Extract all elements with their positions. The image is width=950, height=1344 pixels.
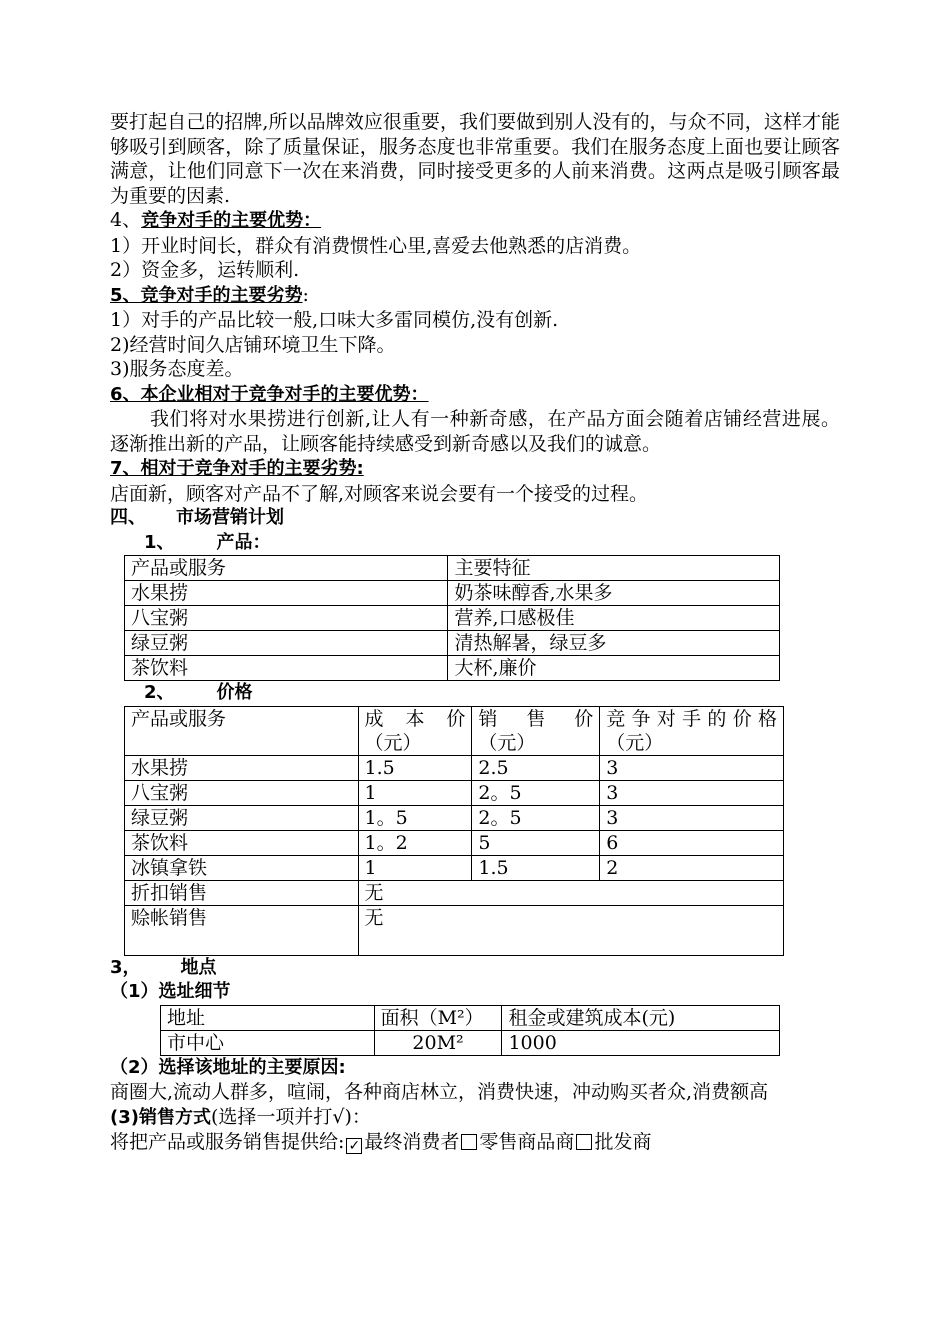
table-cell: 1000 bbox=[502, 1030, 780, 1055]
unchecked-checkbox[interactable] bbox=[576, 1134, 592, 1150]
document-page bbox=[110, 110, 840, 1155]
table-cell: 3 bbox=[600, 805, 784, 830]
price-title: 价格 bbox=[216, 682, 253, 703]
section-4-title: 竞争对手的主要优势： bbox=[141, 210, 322, 231]
table-cell: 水果捞 bbox=[125, 581, 448, 606]
product-heading bbox=[110, 531, 840, 556]
sales-method-options bbox=[110, 1130, 840, 1155]
section-4-item-2: 2）资金多，运转顺利. bbox=[110, 259, 300, 281]
sales-method-lead: 将把产品或服务销售提供给: bbox=[110, 1131, 345, 1153]
section-4-heading bbox=[110, 208, 840, 234]
unchecked-checkbox[interactable] bbox=[461, 1134, 477, 1150]
table-cell: 营养,口感极佳 bbox=[448, 606, 780, 631]
table-header-row bbox=[125, 706, 784, 755]
price-number: 2、 bbox=[144, 682, 175, 703]
table-cell: 1.5 bbox=[472, 855, 600, 880]
option-retailer: 零售商品商 bbox=[479, 1131, 575, 1153]
intro-paragraph: 要打起自己的招牌,所以品牌效应很重要，我们要做到别人没有的，与众不同，这样才能够吸引到顾客，除了质量保证，服务态度也非常重要。我们在服务态度上面也要让顾客满意，让他们同意下一次在来消费，同时接受更多的人前来消费。这两点是吸引顾客最为重要的因素. bbox=[110, 111, 840, 207]
header-cell: 地址 bbox=[161, 1005, 375, 1030]
table-row bbox=[125, 905, 784, 955]
section-6-heading bbox=[110, 382, 840, 408]
place-subheading-1: （1）选址细节 bbox=[110, 981, 231, 1002]
header-cell: 销 售 价 （元） bbox=[472, 706, 600, 755]
checked-checkbox[interactable]: ✓ bbox=[346, 1138, 362, 1154]
product-table bbox=[124, 555, 780, 681]
part-4-heading bbox=[110, 506, 840, 531]
header-cell: 产品或服务 bbox=[125, 556, 448, 581]
table-cell: 2。5 bbox=[472, 780, 600, 805]
sales-method-title: (3)销售方式 bbox=[110, 1106, 211, 1128]
table-row bbox=[125, 581, 780, 606]
header-cell: 主要特征 bbox=[448, 556, 780, 581]
section-6-title: 6、本企业相对于竞争对手的主要优势： bbox=[110, 383, 429, 405]
header-cell: 租金或建筑成本(元) bbox=[502, 1005, 780, 1030]
table-cell: 2.5 bbox=[472, 755, 600, 780]
table-header-row bbox=[125, 556, 780, 581]
option-wholesaler: 批发商 bbox=[594, 1131, 652, 1153]
product-number: 1、 bbox=[144, 531, 175, 553]
table-cell: 水果捞 bbox=[125, 755, 359, 780]
section-5-heading bbox=[110, 283, 840, 309]
table-row bbox=[125, 805, 784, 830]
place-number: 3， bbox=[110, 956, 141, 978]
table-cell: 绿豆粥 bbox=[125, 631, 448, 656]
table-cell: 茶饮料 bbox=[125, 830, 359, 855]
section-5-item-1: 1）对手的产品比较一般,口味大多雷同模仿,没有创新. bbox=[110, 309, 559, 331]
section-4-number: 4、 bbox=[110, 209, 142, 231]
table-row bbox=[125, 755, 784, 780]
part-4-title: 市场营销计划 bbox=[176, 507, 284, 528]
table-cell: 八宝粥 bbox=[125, 606, 448, 631]
place-subheading-2: （2）选择该地址的主要原因: bbox=[110, 1056, 346, 1078]
place-heading bbox=[110, 956, 840, 981]
section-7-title: 7、相对于竞争对手的主要劣势: bbox=[110, 458, 364, 479]
table-cell: 折扣销售 bbox=[125, 880, 359, 905]
table-cell: 1 bbox=[358, 855, 472, 880]
table-cell: 奶茶味醇香,水果多 bbox=[448, 581, 780, 606]
table-row bbox=[125, 631, 780, 656]
table-cell: 20M² bbox=[374, 1030, 502, 1055]
site-table bbox=[160, 1005, 780, 1056]
table-cell: 1。5 bbox=[358, 805, 472, 830]
section-5-colon: : bbox=[302, 283, 309, 306]
table-cell: 2。5 bbox=[472, 805, 600, 830]
table-row bbox=[125, 855, 784, 880]
table-cell: 1。2 bbox=[358, 830, 472, 855]
table-cell: 3 bbox=[600, 780, 784, 805]
table-cell: 冰镇拿铁 bbox=[125, 855, 359, 880]
table-cell: 清热解暑，绿豆多 bbox=[448, 631, 780, 656]
section-5-item-3: 3)服务态度差。 bbox=[110, 358, 244, 380]
product-title: 产品： bbox=[216, 531, 271, 553]
table-cell: 1 bbox=[358, 780, 472, 805]
table-cell: 3 bbox=[600, 755, 784, 780]
option-end-consumer: 最终消费者 bbox=[364, 1131, 460, 1153]
price-table bbox=[124, 706, 784, 956]
table-cell: 市中心 bbox=[161, 1030, 375, 1055]
section-7-body: 店面新，顾客对产品不了解,对顾客来说会要有一个接受的过程。 bbox=[110, 482, 649, 505]
header-cell: 面积（M²） bbox=[374, 1005, 502, 1030]
table-cell: 绿豆粥 bbox=[125, 805, 359, 830]
table-cell: 1.5 bbox=[358, 755, 472, 780]
table-row bbox=[161, 1030, 780, 1055]
table-header-row bbox=[161, 1005, 780, 1030]
part-4-number: 四、 bbox=[110, 507, 146, 528]
section-5-title: 5、竞争对手的主要劣势 bbox=[110, 284, 303, 306]
table-cell: 6 bbox=[600, 830, 784, 855]
sales-method-note: (选择一项并打√)： bbox=[210, 1105, 371, 1128]
section-4-item-1: 1）开业时间长，群众有消费惯性心里,喜爱去他熟悉的店消费。 bbox=[110, 234, 642, 257]
table-cell: 5 bbox=[472, 830, 600, 855]
header-cell: 竞争对手的价格 （元） bbox=[600, 706, 784, 755]
header-cell: 成 本 价 （元） bbox=[358, 706, 472, 755]
table-cell: 八宝粥 bbox=[125, 780, 359, 805]
table-cell: 茶饮料 bbox=[125, 656, 448, 681]
price-heading bbox=[110, 681, 840, 706]
section-7-heading bbox=[110, 456, 840, 482]
table-cell: 2 bbox=[600, 855, 784, 880]
section-6-body: 我们将对水果捞进行创新,让人有一种新奇感，在产品方面会随着店铺经营进展。逐渐推出新的产品，让顾客能持续感受到新奇感以及我们的诚意。 bbox=[110, 408, 840, 455]
section-5-item-2: 2)经营时间久店铺环境卫生下降。 bbox=[110, 333, 396, 356]
table-row bbox=[125, 656, 780, 681]
place-title: 地点 bbox=[180, 956, 217, 978]
table-row bbox=[125, 880, 784, 905]
table-cell: 大杯,廉价 bbox=[448, 656, 780, 681]
table-cell: 无 bbox=[358, 905, 783, 955]
table-cell: 赊帐销售 bbox=[125, 905, 359, 955]
table-cell: 无 bbox=[358, 880, 783, 905]
place-reason: 商圈大,流动人群多，喧闹，各种商店林立，消费快速，冲动购买者众,消费额高 bbox=[110, 1081, 769, 1103]
header-cell: 产品或服务 bbox=[125, 706, 359, 755]
table-row bbox=[125, 606, 780, 631]
sales-method-heading bbox=[110, 1105, 840, 1131]
table-row bbox=[125, 830, 784, 855]
table-row bbox=[125, 780, 784, 805]
